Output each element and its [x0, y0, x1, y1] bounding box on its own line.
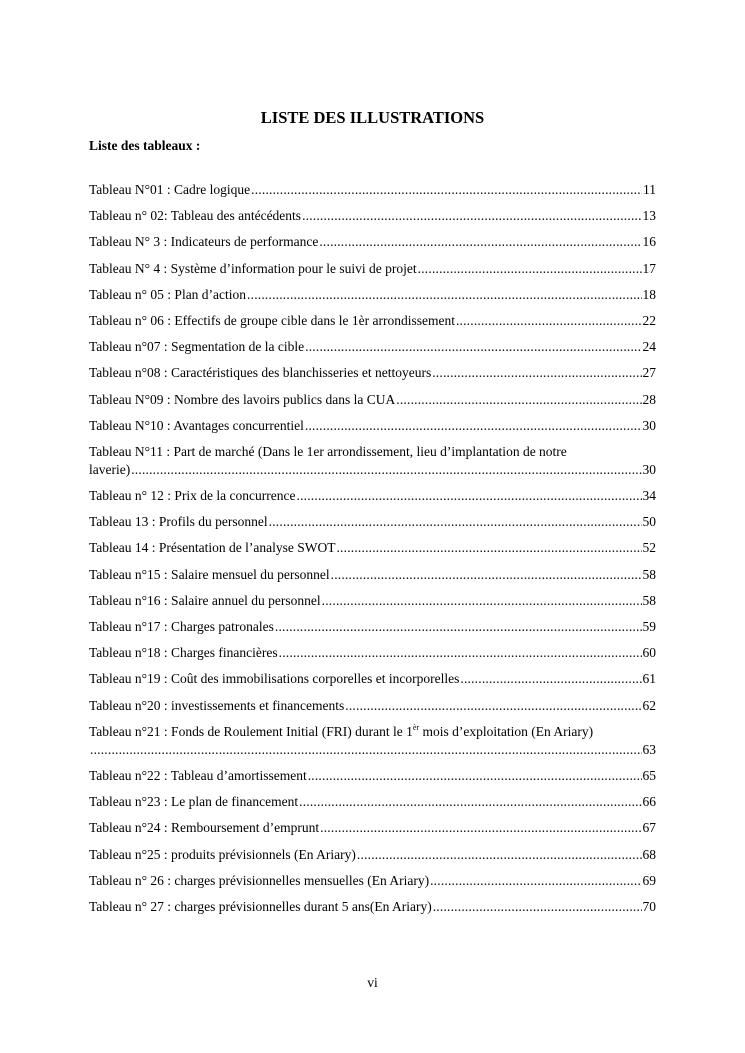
- toc-entry-page: 11: [643, 182, 656, 197]
- dot-leader: [308, 767, 642, 785]
- dot-leader: [305, 417, 642, 435]
- toc-entry-label: Tableau N° 4 : Système d’information pour le suivi de projet: [89, 260, 417, 276]
- toc-entry-label: Tableau n°22 : Tableau d’amortissement: [89, 767, 307, 783]
- toc-entry-label: Tableau n°15 : Salaire mensuel du personnel: [89, 566, 330, 582]
- dot-leader: [331, 566, 642, 584]
- toc-entry-page: 30: [642, 417, 656, 433]
- toc-entry-label: Tableau N° 3 : Indicateurs de performance: [89, 234, 319, 250]
- dot-leader: [299, 793, 641, 811]
- toc-entry-label: Tableau n°07 : Segmentation de la cible: [89, 339, 305, 355]
- toc-entry-page: 52: [642, 540, 656, 556]
- toc-entry-page: 24: [642, 339, 656, 355]
- dot-leader: [247, 286, 641, 304]
- toc-entry-page: 27: [642, 365, 656, 381]
- dot-leader: [269, 513, 642, 531]
- toc-entry-label: Tableau n° 26 : charges prévisionnelles mensuelles (En Ariary): [89, 872, 430, 888]
- dot-leader: [275, 618, 642, 636]
- toc-entry[interactable]: [89, 487, 656, 505]
- toc-entry[interactable]: [89, 898, 656, 916]
- toc-entry-label: Tableau n° 12 : Prix de la concurrence: [89, 488, 296, 504]
- toc-entry-label: Tableau n°18 : Charges financières: [89, 645, 278, 661]
- toc-entry[interactable]: [89, 181, 656, 199]
- toc-entry-page: 18: [642, 286, 656, 302]
- toc-entry-page: 17: [642, 260, 656, 276]
- dot-leader: [297, 487, 642, 505]
- toc-entry[interactable]: [89, 697, 656, 715]
- toc-entry[interactable]: [89, 872, 656, 890]
- toc-entry-label: Tableau 13 : Profils du personnel: [89, 514, 268, 530]
- toc-entry-page: 34: [642, 488, 656, 504]
- toc-entry-label: Tableau N°01 : Cadre logique: [89, 182, 251, 197]
- toc-entry[interactable]: [89, 391, 656, 409]
- toc-entry-first-line: Tableau n°21 : Fonds de Roulement Initial (FRI) durant le $1^{èr}$ mois d’exploitation (En Ariary): [89, 722, 594, 739]
- toc-entry-label: Tableau 14 : Présentation de l’analyse SWOT: [89, 540, 336, 556]
- dot-leader: [279, 644, 642, 662]
- toc-entry-label: Tableau n° 05 : Plan d’action: [89, 286, 247, 302]
- toc-entry-page: 66: [642, 794, 656, 810]
- toc-entry[interactable]: [89, 819, 656, 837]
- toc-entry[interactable]: [89, 793, 656, 811]
- dot-leader: [251, 181, 642, 199]
- dot-leader: [302, 207, 641, 225]
- dot-leader: [396, 391, 641, 409]
- toc-entry-label: Tableau N°10 : Avantages concurrentiel: [89, 417, 304, 433]
- toc-entry-page: 13: [642, 208, 656, 224]
- toc-entry-page: 67: [642, 820, 656, 836]
- dot-leader: [319, 233, 641, 251]
- toc-entry[interactable]: [89, 846, 656, 864]
- dot-leader: [320, 819, 641, 837]
- dot-leader: [430, 872, 641, 890]
- toc-entry-page: 62: [642, 697, 656, 713]
- toc-entry-label: Tableau n°25 : produits prévisionnels (En Ariary): [89, 846, 356, 862]
- toc-entry-21[interactable]: [89, 723, 656, 759]
- toc-entry-page: 61: [642, 671, 656, 687]
- toc-entry-page: 30: [642, 461, 656, 477]
- section-heading: Liste des tableaux :: [89, 138, 201, 153]
- toc-entry-label: laverie): [89, 461, 131, 477]
- dot-leader: [90, 741, 642, 759]
- toc-entry-label: Tableau n°19 : Coût des immobilisations corporelles et incorporelles: [89, 671, 460, 687]
- toc-entry[interactable]: [89, 767, 656, 785]
- toc-entry-page: 28: [642, 391, 656, 407]
- toc-entry-page: 58: [642, 592, 656, 608]
- dot-leader: [433, 898, 642, 916]
- dot-leader: [131, 461, 641, 479]
- toc-entry[interactable]: [89, 260, 656, 278]
- dot-leader: [432, 364, 641, 382]
- toc-entry[interactable]: [89, 233, 656, 251]
- toc-entry[interactable]: [89, 618, 656, 636]
- toc-entry-page: 16: [642, 234, 656, 250]
- toc-entry-label: Tableau n°24 : Remboursement d’emprunt: [89, 820, 320, 836]
- toc-entry-page: 65: [642, 767, 656, 783]
- toc-entry-label: Tableau N°09 : Nombre des lavoirs publics dans la CUA: [89, 391, 396, 407]
- toc-entry[interactable]: [89, 207, 656, 225]
- toc-entry-label: Tableau n°17 : Charges patronales: [89, 619, 274, 634]
- toc-entry-first-line: Tableau N°11 : Part de marché (Dans le 1er arrondissement, lieu d’implantation de notre: [89, 443, 567, 459]
- dot-leader: [460, 670, 641, 688]
- toc-entry-label: Tableau n°20 : investissements et financements: [89, 697, 345, 713]
- toc-entry[interactable]: [89, 312, 656, 330]
- toc-entry[interactable]: [89, 670, 656, 688]
- toc-entry[interactable]: [89, 443, 656, 479]
- toc-entry[interactable]: [89, 566, 656, 584]
- toc-entry-page: 69: [642, 872, 656, 888]
- toc-entry-page: 22: [642, 312, 656, 328]
- toc-entry-page: 59: [642, 619, 656, 634]
- toc-entry[interactable]: [89, 286, 656, 304]
- page-number: vi: [367, 975, 378, 990]
- toc-entry-page: 60: [642, 645, 656, 661]
- toc-entry[interactable]: [89, 364, 656, 382]
- toc-entry-page: 63: [642, 741, 656, 757]
- toc-entry-page: 70: [642, 898, 656, 914]
- toc-entry-page: 58: [642, 566, 656, 582]
- toc-entry-page: 50: [642, 514, 656, 530]
- toc-entry[interactable]: [89, 417, 656, 435]
- dot-leader: [418, 260, 642, 278]
- toc-entry-label: Tableau n°16 : Salaire annuel du personnel: [89, 592, 321, 608]
- toc-entry-label: Tableau n°08 : Caractéristiques des blanchisseries et nettoyeurs: [89, 365, 432, 381]
- dot-leader: [305, 338, 641, 356]
- toc-entry-label: Tableau n° 06 : Effectifs de groupe cible dans le 1èr arrondissement: [89, 312, 455, 328]
- page-title: LISTE DES ILLUSTRATIONS: [260, 108, 485, 127]
- dot-leader: [456, 312, 642, 330]
- toc-entry[interactable]: [89, 513, 656, 531]
- toc-entry-label: Tableau n° 02: Tableau des antécédents: [89, 208, 302, 224]
- toc-entry[interactable]: [89, 644, 656, 662]
- toc-entry[interactable]: [89, 338, 656, 356]
- dot-leader: [336, 539, 641, 557]
- dot-leader: [345, 697, 641, 715]
- toc-entry-label: Tableau n° 27 : charges prévisionnelles durant 5 ans(En Ariary): [89, 898, 432, 914]
- toc-entry[interactable]: [89, 539, 656, 557]
- toc-entry-page: 68: [642, 846, 656, 862]
- dot-leader: [322, 592, 642, 610]
- dot-leader: [357, 846, 642, 864]
- table-of-contents: [89, 181, 656, 924]
- toc-entry[interactable]: [89, 592, 656, 610]
- toc-entry-label: Tableau n°23 : Le plan de financement: [89, 794, 299, 810]
